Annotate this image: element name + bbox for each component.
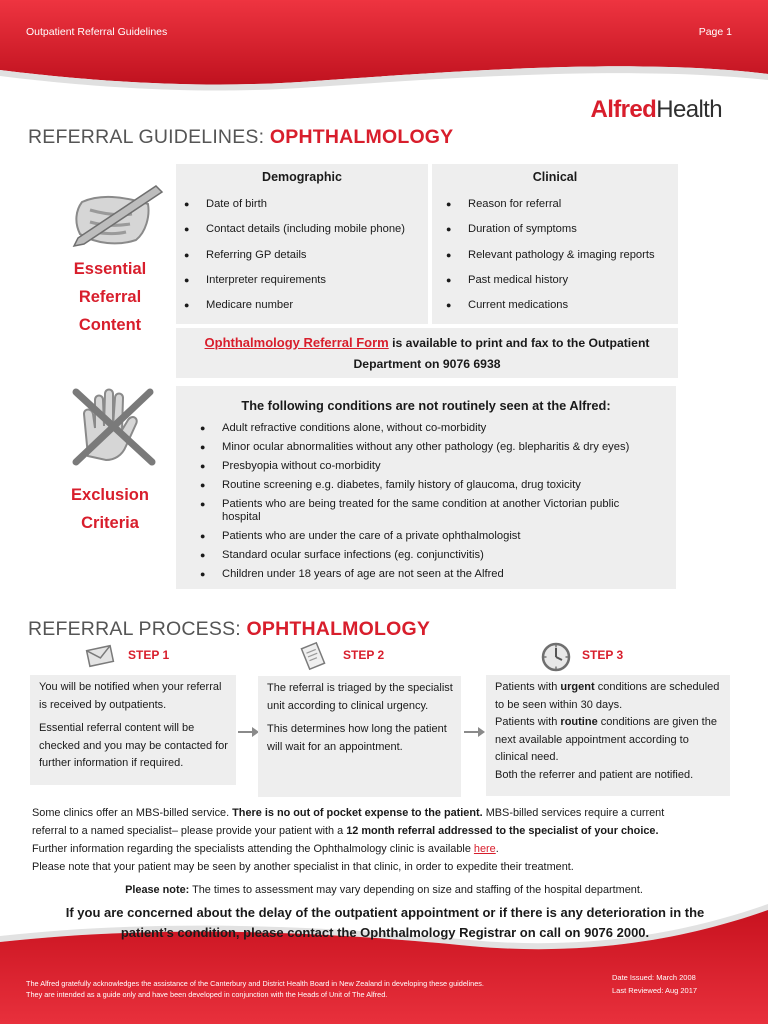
page-number: Page 1 (698, 26, 732, 38)
step-3-urgent-text (495, 679, 722, 714)
mbs-text: Further information regarding the specialists attending the Ophthalmology clinic is available (32, 843, 474, 855)
demographic-list (206, 198, 428, 312)
logo-health-text: Health (656, 96, 722, 123)
exclusion-list (222, 422, 656, 581)
exclusion-label-line: Exclusion (71, 486, 149, 504)
document-title: Outpatient Referral Guidelines (26, 26, 168, 38)
essential-label-line: Content (78, 316, 142, 334)
header-band (0, 0, 768, 100)
concern-line: If you are concerned about the delay of the outpatient appointment or if there is any deterioration in the (65, 905, 705, 920)
process-title-prefix: REFERRAL PROCESS: (28, 618, 241, 640)
registrar-contact-notice (40, 903, 730, 943)
list-item: ● Date of birth (206, 198, 428, 211)
list-item: ● Interpreter requirements (206, 274, 428, 287)
concern-line: patient’s condition, please contact the Ophthalmology Registrar on call on 9076 2000. (120, 925, 650, 940)
step-1-label: STEP 1 (128, 648, 170, 662)
mbs-line (32, 804, 742, 822)
step-1-paragraph: You will be notified when your referral is received by outpatients. (39, 681, 222, 711)
clinical-heading: Clinical (532, 170, 578, 184)
logo-alfred-text: Alfred (590, 96, 657, 123)
referral-form-box (176, 328, 678, 378)
mbs-line: Please note that your patient may be seen by another specialist in that clinic, in order to expedite their treatment. (32, 861, 574, 873)
list-item: ● Duration of symptoms (468, 223, 678, 236)
mbs-text: . (495, 843, 499, 855)
essential-label-line: Referral (78, 288, 142, 306)
essential-referral-content-label (50, 255, 170, 339)
step-2-paragraph: This determines how long the patient will wait for an appointment. (267, 723, 447, 753)
mbs-text: referral to a named specialist– please provide your patient with a (32, 825, 347, 837)
mbs-paragraph (32, 804, 742, 876)
list-item: ● Standard ocular surface infections (eg. conjunctivitis) (222, 549, 656, 562)
list-item: ● Patients who are being treated for the same condition at another Victorian public hospital (222, 498, 656, 524)
list-item: ● Past medical history (468, 274, 678, 287)
demographic-box (176, 164, 428, 324)
process-title-specialty: OPHTHALMOLOGY (246, 618, 431, 640)
referral-form-line (176, 332, 678, 354)
step-2-paragraph: The referral is triaged by the specialist unit according to clinical urgency. (267, 682, 453, 712)
referral-form-fax-line: Department on 9076 6938 (353, 357, 501, 371)
step-3-text: conditions are scheduled to be seen within 30 days. (495, 681, 720, 711)
step-3-final-text: Both the referrer and patient are notified. (495, 768, 694, 781)
mbs-bold-text: There is no out of pocket expense to the patient. (232, 807, 483, 819)
guidelines-title-prefix: REFERRAL GUIDELINES: (28, 126, 265, 148)
clinical-list (468, 198, 678, 312)
exclusion-criteria-label (50, 481, 170, 537)
step-arrow-icon (464, 726, 486, 738)
mbs-line (32, 840, 742, 858)
list-item: ● Minor ocular abnormalities without any other pathology (eg. blepharitis & dry eyes) (222, 441, 656, 454)
exclusion-label-line: Criteria (81, 514, 139, 532)
list-item: ● Referring GP details (206, 249, 428, 262)
ophthalmology-referral-form-link[interactable]: Ophthalmology Referral Form (204, 335, 389, 350)
mbs-bold-text: 12 month referral addressed to the specialist of your choice. (346, 825, 659, 837)
essential-label-line: Essential (73, 260, 147, 278)
step-3-text: Patients with (495, 716, 561, 728)
list-item: ● Adult refractive conditions alone, without co-morbidity (222, 422, 656, 435)
process-title (28, 618, 430, 641)
guidelines-title-specialty: OPHTHALMOLOGY (269, 126, 454, 148)
list-item: ● Current medications (468, 299, 678, 312)
list-item: ● Presbyopia without co-morbidity (222, 460, 656, 473)
please-note (0, 884, 768, 896)
list-item: ● Relevant pathology & imaging reports (468, 249, 678, 262)
date-issued: Date Issued: March 2008 (612, 973, 696, 982)
document-icon (298, 641, 328, 671)
exclusion-crossed-hands-icon (68, 386, 158, 466)
list-item: ● Routine screening e.g. diabetes, family history of glaucoma, drug toxicity (222, 479, 656, 492)
step-3-routine-text (495, 714, 722, 767)
footer-ack-line: The Alfred gratefully acknowledges the assistance of the Canterbury and District Health Board in New Zealand in developing these guidelines. (26, 979, 484, 988)
specialists-here-link[interactable]: here (473, 843, 496, 855)
exclusion-box (176, 386, 676, 589)
envelope-icon (85, 643, 115, 669)
list-item: ● Contact details (including mobile phone) (206, 223, 428, 236)
pen-writing-icon (60, 180, 165, 252)
list-item: ● Reason for referral (468, 198, 678, 211)
please-note-text: The times to assessment may vary depending on size and staffing of the hospital department. (189, 884, 643, 896)
step-2-label: STEP 2 (343, 648, 385, 662)
please-note-label: Please note: (125, 884, 190, 896)
footer-acknowledgement (26, 979, 586, 1000)
step-1-box (30, 675, 236, 785)
step-3-urgent-word: urgent (560, 681, 595, 693)
list-item: ● Children under 18 years of age are not seen at the Alfred (222, 568, 656, 581)
mbs-text: Some clinics offer an MBS-billed service. (32, 807, 233, 819)
guidelines-title (28, 126, 453, 149)
clock-icon (540, 641, 572, 673)
step-3-label: STEP 3 (582, 648, 624, 662)
step-1-paragraph: Essential referral content will be checked and you may be contacted for further information if required. (39, 722, 228, 769)
step-arrow-icon (238, 726, 260, 738)
alfred-health-logo (590, 96, 722, 124)
mbs-line (32, 822, 742, 840)
footer-ack-line: They are intended as a guide only and have been developed in conjunction with the Heads of Unit of The Alfred. (26, 989, 388, 999)
exclusion-heading: The following conditions are not routinely seen at the Alfred: (241, 398, 611, 413)
list-item: ● Patients who are under the care of a private ophthalmologist (222, 530, 656, 543)
step-3-box (486, 675, 730, 796)
step-3-routine-word: routine (560, 716, 598, 728)
referral-form-text: is available to print and fax to the Outpatient (388, 336, 650, 350)
demographic-heading: Demographic (262, 170, 342, 184)
mbs-text: MBS-billed services require a current (482, 807, 665, 819)
step-3-text: Patients with (495, 681, 561, 693)
step-3-text: conditions are given the next available appointment according to clinical need. (495, 716, 717, 763)
clinical-box (432, 164, 678, 324)
list-item: ● Medicare number (206, 299, 428, 312)
last-reviewed: Last Reviewed: Aug 2017 (612, 986, 698, 995)
step-2-box (258, 676, 461, 797)
